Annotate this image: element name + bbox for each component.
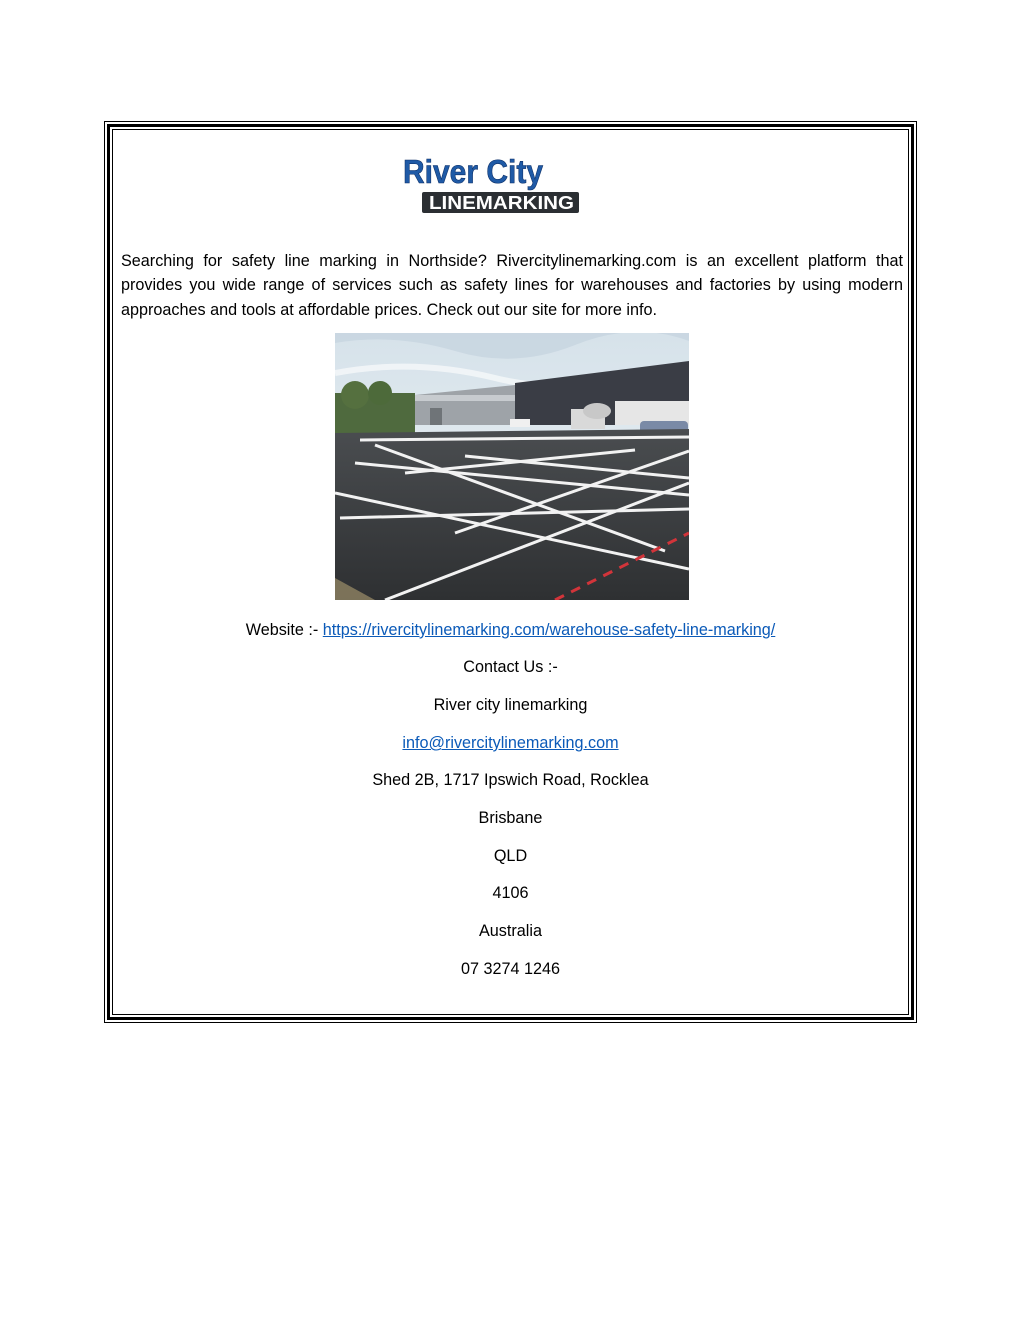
state-line: QLD [493,847,528,865]
website-link[interactable]: https://rivercitylinemarking.com/warehouse-safety-line-marking/ [322,621,776,639]
website-line [112,620,909,640]
parking-lot-photo [335,333,689,600]
postcode-line: 4106 [492,884,529,902]
company-name: River city linemarking [433,696,588,714]
phone-line: 07 3274 1246 [460,960,561,978]
email-line [112,733,909,753]
logo-linemarking-text: LINEMARKING [429,193,574,213]
address-line: Shed 2B, 1717 Ipswich Road, Rocklea [372,771,649,789]
intro-paragraph: Searching for safety line marking in Northside? Rivercitylinemarking.com is an excellent platform that provides you wide range of services such as safety lines for warehouses and factories by using modern approaches and tools at affordable prices. Check out our site for more info. [121,252,903,319]
website-label: Website :- [245,621,323,639]
city-line: Brisbane [478,809,543,827]
email-link[interactable]: info@rivercitylinemarking.com [402,734,619,752]
country-line: Australia [479,922,542,940]
logo-river-city-text: River City [403,153,544,190]
contact-heading: Contact Us :- [463,658,558,676]
river-city-linemarking-logo [398,150,583,220]
